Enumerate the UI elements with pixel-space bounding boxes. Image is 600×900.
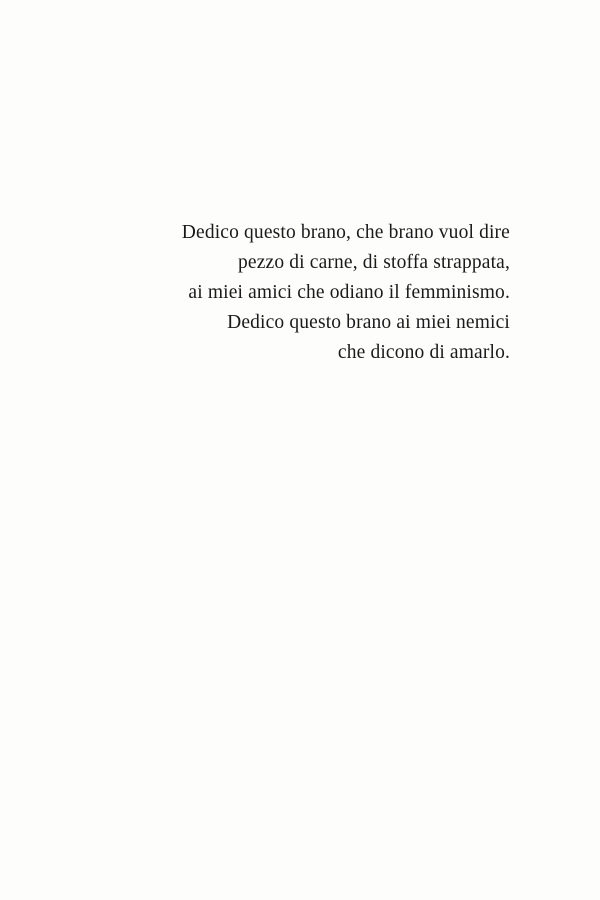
dedication-block <box>60 218 510 368</box>
dedication-line: Dedico questo brano, che brano vuol dire <box>181 222 510 243</box>
dedication-line: pezzo di carne, di stoffa strappata, <box>238 252 510 273</box>
dedication-line: ai miei amici che odiano il femminismo. <box>188 282 510 303</box>
dedication-line: Dedico questo brano ai miei nemici <box>227 312 510 333</box>
dedication-line: che dicono di amarlo. <box>337 342 510 363</box>
